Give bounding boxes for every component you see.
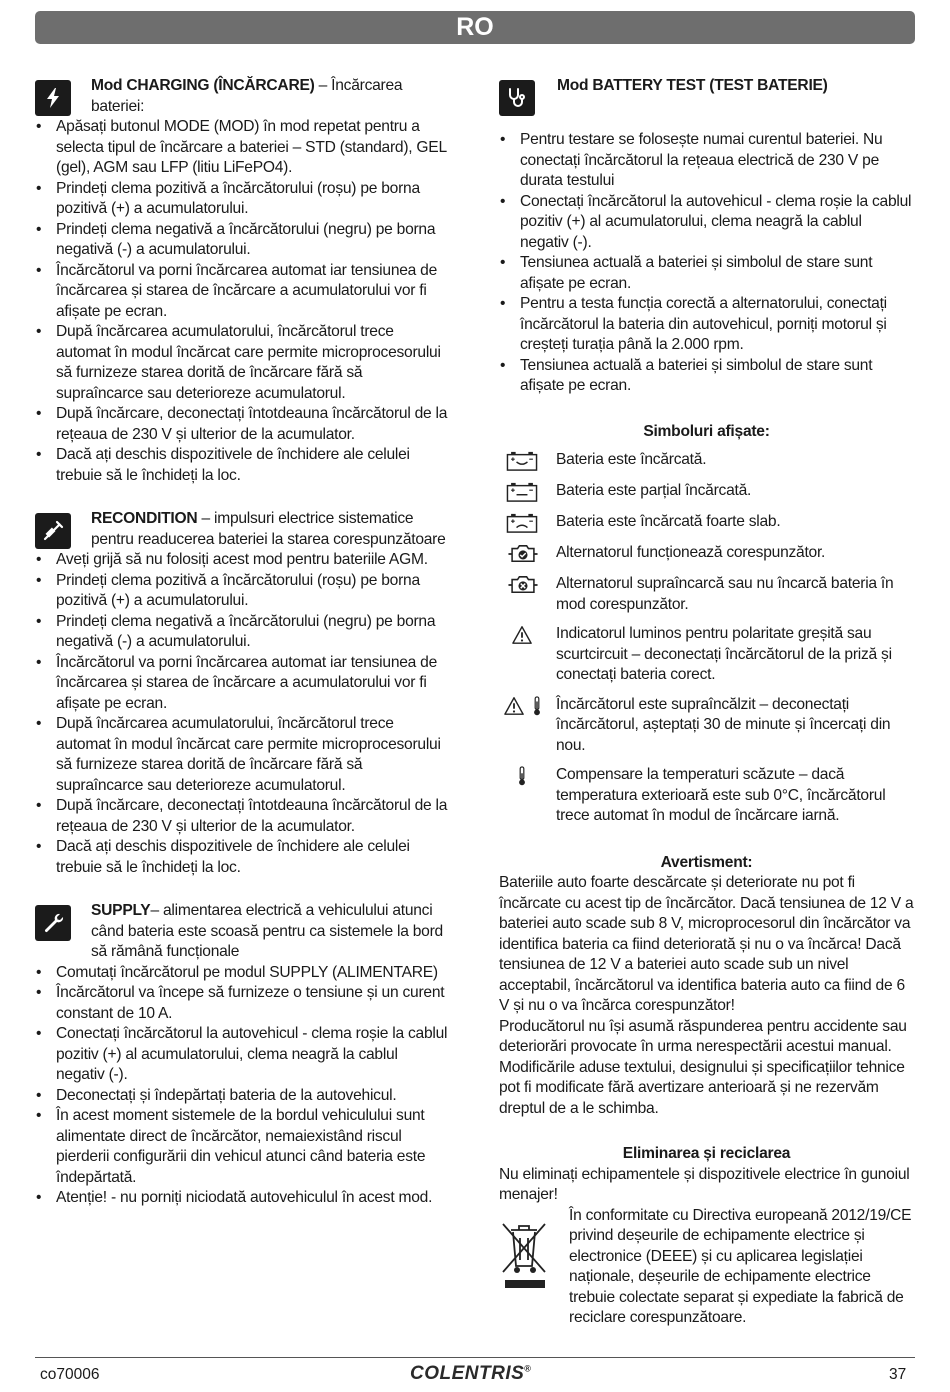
recondition-section-header — [35, 509, 450, 550]
battery-test-title-bold: Mod BATTERY TEST (TEST BATERIE) — [557, 77, 828, 94]
charging-bullets — [35, 117, 450, 486]
list-item: • Deconectați și îndepărtați bateria de la autovehicul. — [35, 1086, 450, 1107]
disposal-paragraph: Nu eliminați echipamentele și dispozitivele electrice în gunoiul menajer! — [499, 1165, 910, 1203]
list-item: • Conectați încărcătorul la autovehicul - clema roșie la cablul pozitiv (+) al acumulatorului, clema neagră la cablul negativ (-). — [35, 1024, 450, 1086]
list-item: • Prindeți clema pozitivă a încărcătorului (roșu) pe borna pozitivă (+) a acumulatorului. — [35, 179, 450, 220]
brand-logo: COLENTRIS® — [410, 1363, 532, 1384]
liability-paragraph: Producătorul nu își asumă răspunderea pentru accidente sau deteriorări provocate în urma nerespectării acestui manual. Modificările aduse textului, designului și specificațiilor tehnice pot fi modificate fără avertizare anterioară și ne rezervăm dreptul de a le schimba. — [499, 1017, 907, 1117]
supply-title-bold: SUPPLY — [91, 902, 151, 919]
wrench-icon — [35, 905, 71, 941]
list-item: • Conectați încărcătorul la autovehicul - clema roșie la cablul pozitiv (+) al acumulatorului, clema neagră la cablul negativ (-). — [499, 192, 914, 254]
list-item: • După încărcare, deconectați întotdeauna încărcătorul de la rețeaua de 230 V și ulterior de la acumulator. — [35, 404, 450, 445]
list-item: • După încărcarea acumulatorului, încărcătorul trece automat în modul încărcat care permite microprocesorului să furnizeze starea dorită de încărcare fără să supraîncarce sau deterioreze acumulatorul. — [35, 714, 450, 796]
list-item: • Atenție! - nu porniți niciodată autovehiculul în acest mod. — [35, 1188, 450, 1209]
recondition-title-bold: RECONDITION — [91, 510, 198, 527]
list-item: • Comutați încărcătorul pe modul SUPPLY (ALIMENTARE) — [35, 963, 450, 984]
symbol-text: Încărcătorul este supraîncălzit – deconectați încărcătorul, așteptați 30 de minute și încercați din nou. — [556, 695, 891, 754]
list-item: • Pentru a testa funcția corectă a alternatorului, conectați încărcătorul la bateria din autovehicul, porniți motorul și creșteți turația până la 2.000 rpm. — [499, 294, 914, 356]
syringe-icon — [35, 513, 71, 549]
list-item: • Prindeți clema negativă a încărcătorului (negru) pe borna negativă (-) a acumulatorului. — [35, 220, 450, 261]
list-item: • Prindeți clema pozitivă a încărcătorului (roșu) pe borna pozitivă (+) a acumulatorului. — [35, 571, 450, 612]
left-column — [35, 76, 450, 1209]
weee-paragraph: În conformitate cu Directiva europeană 2012/19/CE privind deșeurile de echipamente electrice și electronice (DEEE) și cu aplicarea legislației naționale, deșeurile de echipamente electrice trebuie colectate separat și expediate la fabrică de reciclare corespunzătoare. — [569, 1206, 912, 1326]
battery-test-bullets — [499, 130, 914, 397]
supply-title-rest: – alimentarea electrică a vehiculului atunci când bateria este scoasă pentru ca sistemele la bord să rămână funcționale — [91, 902, 443, 960]
charging-title — [91, 76, 450, 117]
symbol-row — [499, 481, 914, 503]
symbol-text: Bateria este încărcată. — [556, 451, 707, 468]
battery-low-icon — [499, 512, 556, 534]
battery-test-section-header — [499, 76, 914, 116]
list-item: • În acest moment sistemele de la bordul vehiculului sunt alimentate direct de încărcător, nemaiexistând riscul pierderii configurării din vehicul atunci când bateria este îndepărtată. — [35, 1106, 450, 1188]
supply-section-header — [35, 901, 450, 963]
page-number: 37 — [889, 1366, 907, 1383]
recondition-title — [91, 509, 450, 550]
symbol-text: Alternatorul supraîncarcă sau nu încarcă bateria în mod corespunzător. — [556, 575, 894, 613]
stethoscope-icon — [499, 80, 535, 116]
supply-title — [91, 901, 450, 963]
language-header: RO — [35, 11, 915, 44]
list-item: • Pentru testare se folosește numai curentul bateriei. Nu conectați încărcătorul la rețeaua electrică de 230 V pe durata testului — [499, 130, 914, 192]
list-item: • Tensiunea actuală a bateriei și simbolul de stare sunt afișate pe ecran. — [499, 253, 914, 294]
recondition-bullets — [35, 550, 450, 878]
battery-partial-icon — [499, 481, 556, 503]
warning-paragraph: Bateriile auto foarte descărcate și deteriorate nu pot fi încărcate cu acest tip de încărcător. Dacă tensiunea de 12 V a bateriei auto scade sub 8 V, microprocesorul din încărcător va identifica bateria ca fiind deteriorată și nu o va încărca! Dacă tensiunea de 12 V a bateriei auto scade sub un nivel acceptabil, încărcătorul va identifica bateria auto ca fiind de 6 V și nu o va încărca corespunzător! — [499, 874, 914, 1014]
battery-test-title — [557, 76, 828, 97]
symbol-text: Bateria este parțial încărcată. — [556, 482, 752, 499]
product-code: co70006 — [40, 1366, 100, 1383]
charging-section-header — [35, 76, 450, 117]
symbol-text: Indicatorul luminos pentru polaritate greșită sau scurtcircuit – deconectați încărcătorul de la priză și conectați bateria corect. — [556, 625, 892, 683]
lightning-icon — [35, 80, 71, 116]
warning-thermometer-icon — [499, 695, 556, 717]
list-item: • Dacă ați deschis dispozitivele de închidere ale celulei trebuie să le închideți la loc. — [35, 837, 450, 878]
symbol-row — [499, 574, 914, 615]
list-item: • Tensiunea actuală a bateriei și simbolul de stare sunt afișate pe ecran. — [499, 356, 914, 397]
list-item: • Aveți grijă să nu folosiți acest mod pentru bateriile AGM. — [35, 550, 450, 571]
supply-bullets — [35, 963, 450, 1209]
list-item: • După încărcare, deconectați întotdeauna încărcătorul de la rețeaua de 230 V și ulterior de la acumulator. — [35, 796, 450, 837]
symbol-row — [499, 543, 914, 565]
symbol-text: Alternatorul funcționează corespunzător. — [556, 544, 826, 561]
symbol-text: Compensare la temperaturi scăzute – dacă temperatura exterioară este sub 0°C, încărcătorul trece automat în modul de încărcare iarnă. — [556, 766, 886, 824]
symbol-text: Bateria este încărcată foarte slab. — [556, 513, 781, 530]
disposal-title: Eliminarea și reciclarea — [622, 1145, 791, 1162]
recondition-title-rest: – impulsuri electrice sistematice pentru readucerea bateriei la starea corespunzătoare — [91, 510, 446, 548]
footer-divider — [35, 1357, 915, 1358]
battery-full-icon — [499, 450, 556, 472]
list-item: • Prindeți clema negativă a încărcătorului (negru) pe borna negativă (-) a acumulatorului. — [35, 612, 450, 653]
list-item: • Încărcătorul va porni încărcarea automat iar tensiunea de încărcarea și starea de încărcare a acumulatorului vor fi afișate pe ecran. — [35, 261, 450, 323]
warning-icon — [499, 624, 556, 646]
list-item: • Încărcătorul va porni încărcarea automat iar tensiunea de încărcarea și starea de încărcare a acumulatorului vor fi afișate pe ecran. — [35, 653, 450, 715]
list-item: • După încărcarea acumulatorului, încărcătorul trece automat în modul încărcat care permite microprocesorului să furnizeze starea dorită de încărcare fără să supraîncarce sau deterioreze acumulatorul. — [35, 322, 450, 404]
right-column — [499, 76, 914, 1329]
thermometer-icon — [499, 765, 556, 787]
symbol-row — [499, 450, 914, 472]
crossed-bin-icon — [499, 1206, 569, 1329]
charging-title-bold: Mod CHARGING (ÎNCĂRCARE) — [91, 77, 315, 94]
alternator-ok-icon — [499, 543, 556, 565]
charging-title-rest: – Încărcarea bateriei: — [91, 77, 403, 115]
symbols-title: Simboluri afișate: — [643, 422, 770, 440]
symbol-row — [499, 765, 914, 827]
symbol-row — [499, 624, 914, 686]
warning-title: Avertisment: — [660, 853, 753, 871]
list-item: • Apăsați butonul MODE (MOD) în mod repetat pentru a selecta tipul de încărcare a bateriei – STD (standard), GEL (gel), AGM sau LFP (litiu LiFePO4). — [35, 117, 450, 179]
alternator-fault-icon — [499, 574, 556, 596]
list-item: • Încărcătorul va începe să furnizeze o tensiune și un curent constant de 10 A. — [35, 983, 450, 1024]
list-item: • Dacă ați deschis dispozitivele de închidere ale celulei trebuie să le închideți la loc. — [35, 445, 450, 486]
symbol-row — [499, 512, 914, 534]
symbol-row — [499, 695, 914, 757]
weee-block — [499, 1206, 914, 1329]
